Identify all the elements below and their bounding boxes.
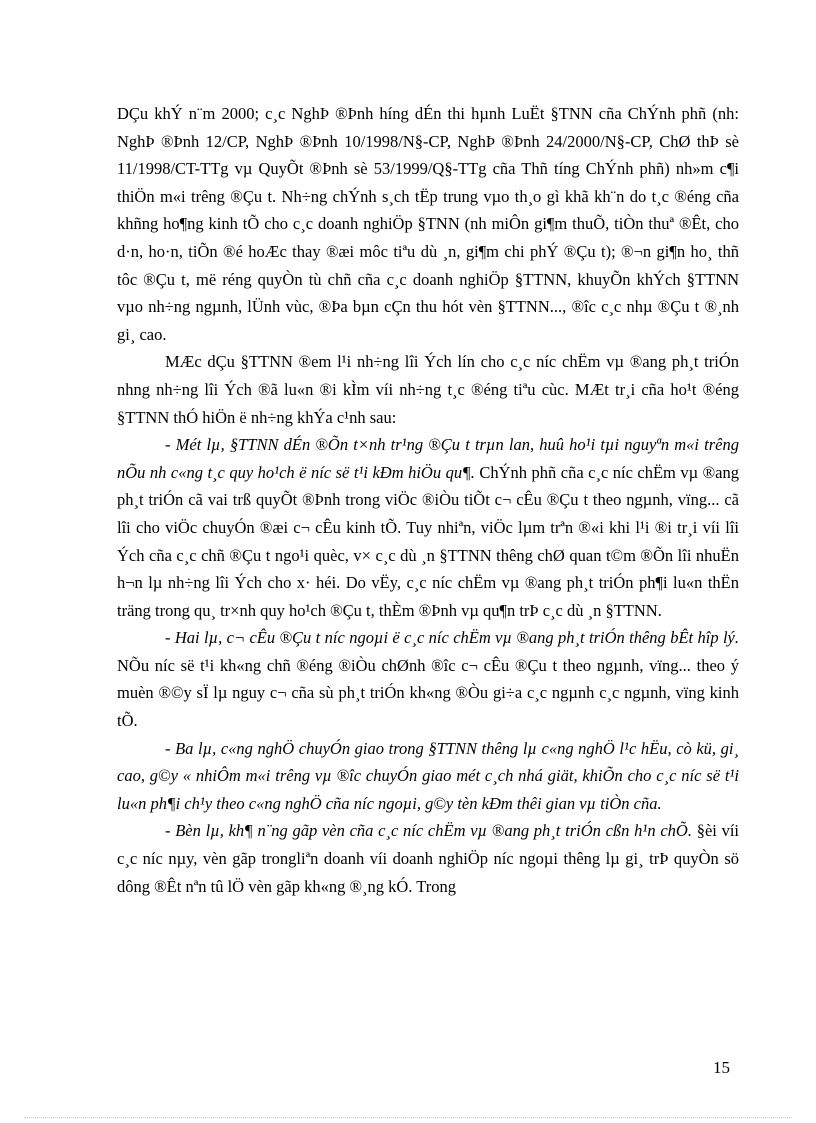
paragraph-1-text: DÇu khÝ n¨m 2000; c¸c NghÞ ®Þnh híng dÉn thi hµnh LuËt §TNN cña ChÝnh phñ (nh: NghÞ ®Þnh 12/CP, NghÞ ®Þnh 10/1998/N§-CP, NghÞ ®Þnh 24/2000/N§-CP, ChØ thÞ sè 11/1998/CT-TTg vµ QuyÕt ®Þnh sè 53/1999/Q§-TTg cña Thñ tíng ChÝnh phñ) nh»m c¶i thiÖn m«i trêng ®Çu t. Nh÷ng chÝnh s¸ch tËp trung vµo th¸o gì khã kh¨n do t¸c ®éng cña khñng ho¶ng kinh tÕ cho c¸c doanh nghiÖp §TNN (nh miÔn gi¶m thuÕ, tiÒn thuª ®Êt, cho d·n, ho·n, tiÕn ®é hoÆc thay ®æi môc tiªu dù ¸n, gi¶m chi phÝ ®Çu t); ®¬n gi¶n ho¸ thñ tôc ®Çu t, më réng quyÒn tù chñ cña c¸c doanh nghiÖp §TTNN, khuyÕn khÝch §TTNN vµo nh÷ng ngµnh, lÜnh vùc, ®Þa bµn cÇn thu hót vèn §TTNN..., ®îc c¸c nhµ ®Çu t ®¸nh gi¸ cao.	[117, 104, 739, 344]
paragraph-3-text: ChÝnh phñ cña c¸c níc chËm vµ ®ang ph¸t triÓn cã vai trß quyÕt ®Þnh trong viÖc ®iÒu tiÕt c¬ cÊu ®Çu t theo ngµnh, vïng... cã lîi cho viÖc chuyÓn ®æi c¬ cÊu kinh tÕ. Tuy nhiªn, viÖc lµm trªn ®«i khi l¹i ®i tr¸i víi lîi Ých cña c¸c chñ ®Çu t ngo¹i quèc, v× c¸c dù ¸n §TTNN thêng chØ quan t©m ®Õn lîi nhuËn h¬n lµ nh÷ng lîi Ých cho x· héi. Do vËy, c¸c níc chËm vµ ®ang ph¸t triÓn ph¶i lu«n thËn träng trong qu¸ tr×nh quy ho¹ch ®Çu t, thÈm ®Þnh vµ qu¶n trÞ c¸c dù ¸n §TTNN.	[117, 462, 739, 620]
paragraph-4-lead: - Hai lµ, c¬ cÊu ®Çu t níc ngoµi ë c¸c níc chËm vµ ®ang ph¸t triÓn thêng bÊt hîp lý.	[165, 628, 739, 648]
paragraph-3-lead: - Mét lµ, §TTNN dÉn ®Õn t×nh tr¹ng ®Çu t trµn lan, huû ho¹i tµi nguyªn m«i trêng nÕu nh c«ng t¸c quy ho¹ch ë níc së t¹i kÐm hiÖu qu¶.	[117, 435, 739, 482]
paragraph-6-text: §èi víi c¸c níc nµy, vèn gãp trongliªn doanh víi doanh nghiÖp níc ngoµi thêng lµ gi¸ trÞ quyÒn sö dông ®Êt nªn tû lÖ vèn gãp kh«ng ®¸ng kÓ. Trong	[117, 821, 740, 896]
paragraph-5-lead: - Ba lµ, c«ng nghÖ chuyÓn giao trong §TTNN thêng lµ c«ng nghÖ l¹c hËu, cò kü, gi¸ cao, g©y « nhiÔm m«i trêng vµ ®îc chuyÓn giao mét c¸ch nhá giät, khiÕn cho c¸c níc së t¹i lu«n ph¶i ch¹y theo c«ng nghÖ cña níc ngoµi, g©y tèn kÐm thêi gian vµ tiÒn cña.	[117, 738, 739, 813]
paragraph-1	[117, 100, 739, 348]
page-number: 15	[713, 1058, 730, 1077]
body-text	[117, 100, 739, 900]
page-bottom-divider	[24, 1117, 792, 1118]
paragraph-6-lead: - Bèn lµ, kh¶ n¨ng gãp vèn cña c¸c níc chËm vµ ®ang ph¸t triÓn cßn h¹n chÕ.	[165, 821, 692, 841]
paragraph-6	[117, 817, 739, 900]
paragraph-2-text: MÆc dÇu §TTNN ®em l¹i nh÷ng lîi Ých lín cho c¸c níc chËm vµ ®ang ph¸t triÓn nhng nh÷ng lîi Ých ®ã lu«n ®i kÌm víi nh÷ng t¸c ®éng tiªu cùc. MÆt tr¸i cña ho¹t ®éng §TTNN thÓ hiÖn ë nh÷ng khÝa c¹nh sau:	[117, 352, 739, 427]
paragraph-4-text: NÕu níc së t¹i kh«ng chñ ®éng ®iÒu chØnh ®îc c¬ cÊu ®Çu t theo ngµnh, vïng... theo ý muèn ®©y sÏ lµ nguy c¬ cña sù ph¸t triÓn kh«ng ®Òu gi÷a c¸c ngµnh c¸c ngµnh, vïng kinh tÕ.	[117, 655, 739, 731]
paragraph-3	[117, 431, 739, 624]
paragraph-5	[117, 735, 739, 818]
paragraph-2	[117, 348, 739, 431]
paragraph-4	[117, 624, 739, 734]
